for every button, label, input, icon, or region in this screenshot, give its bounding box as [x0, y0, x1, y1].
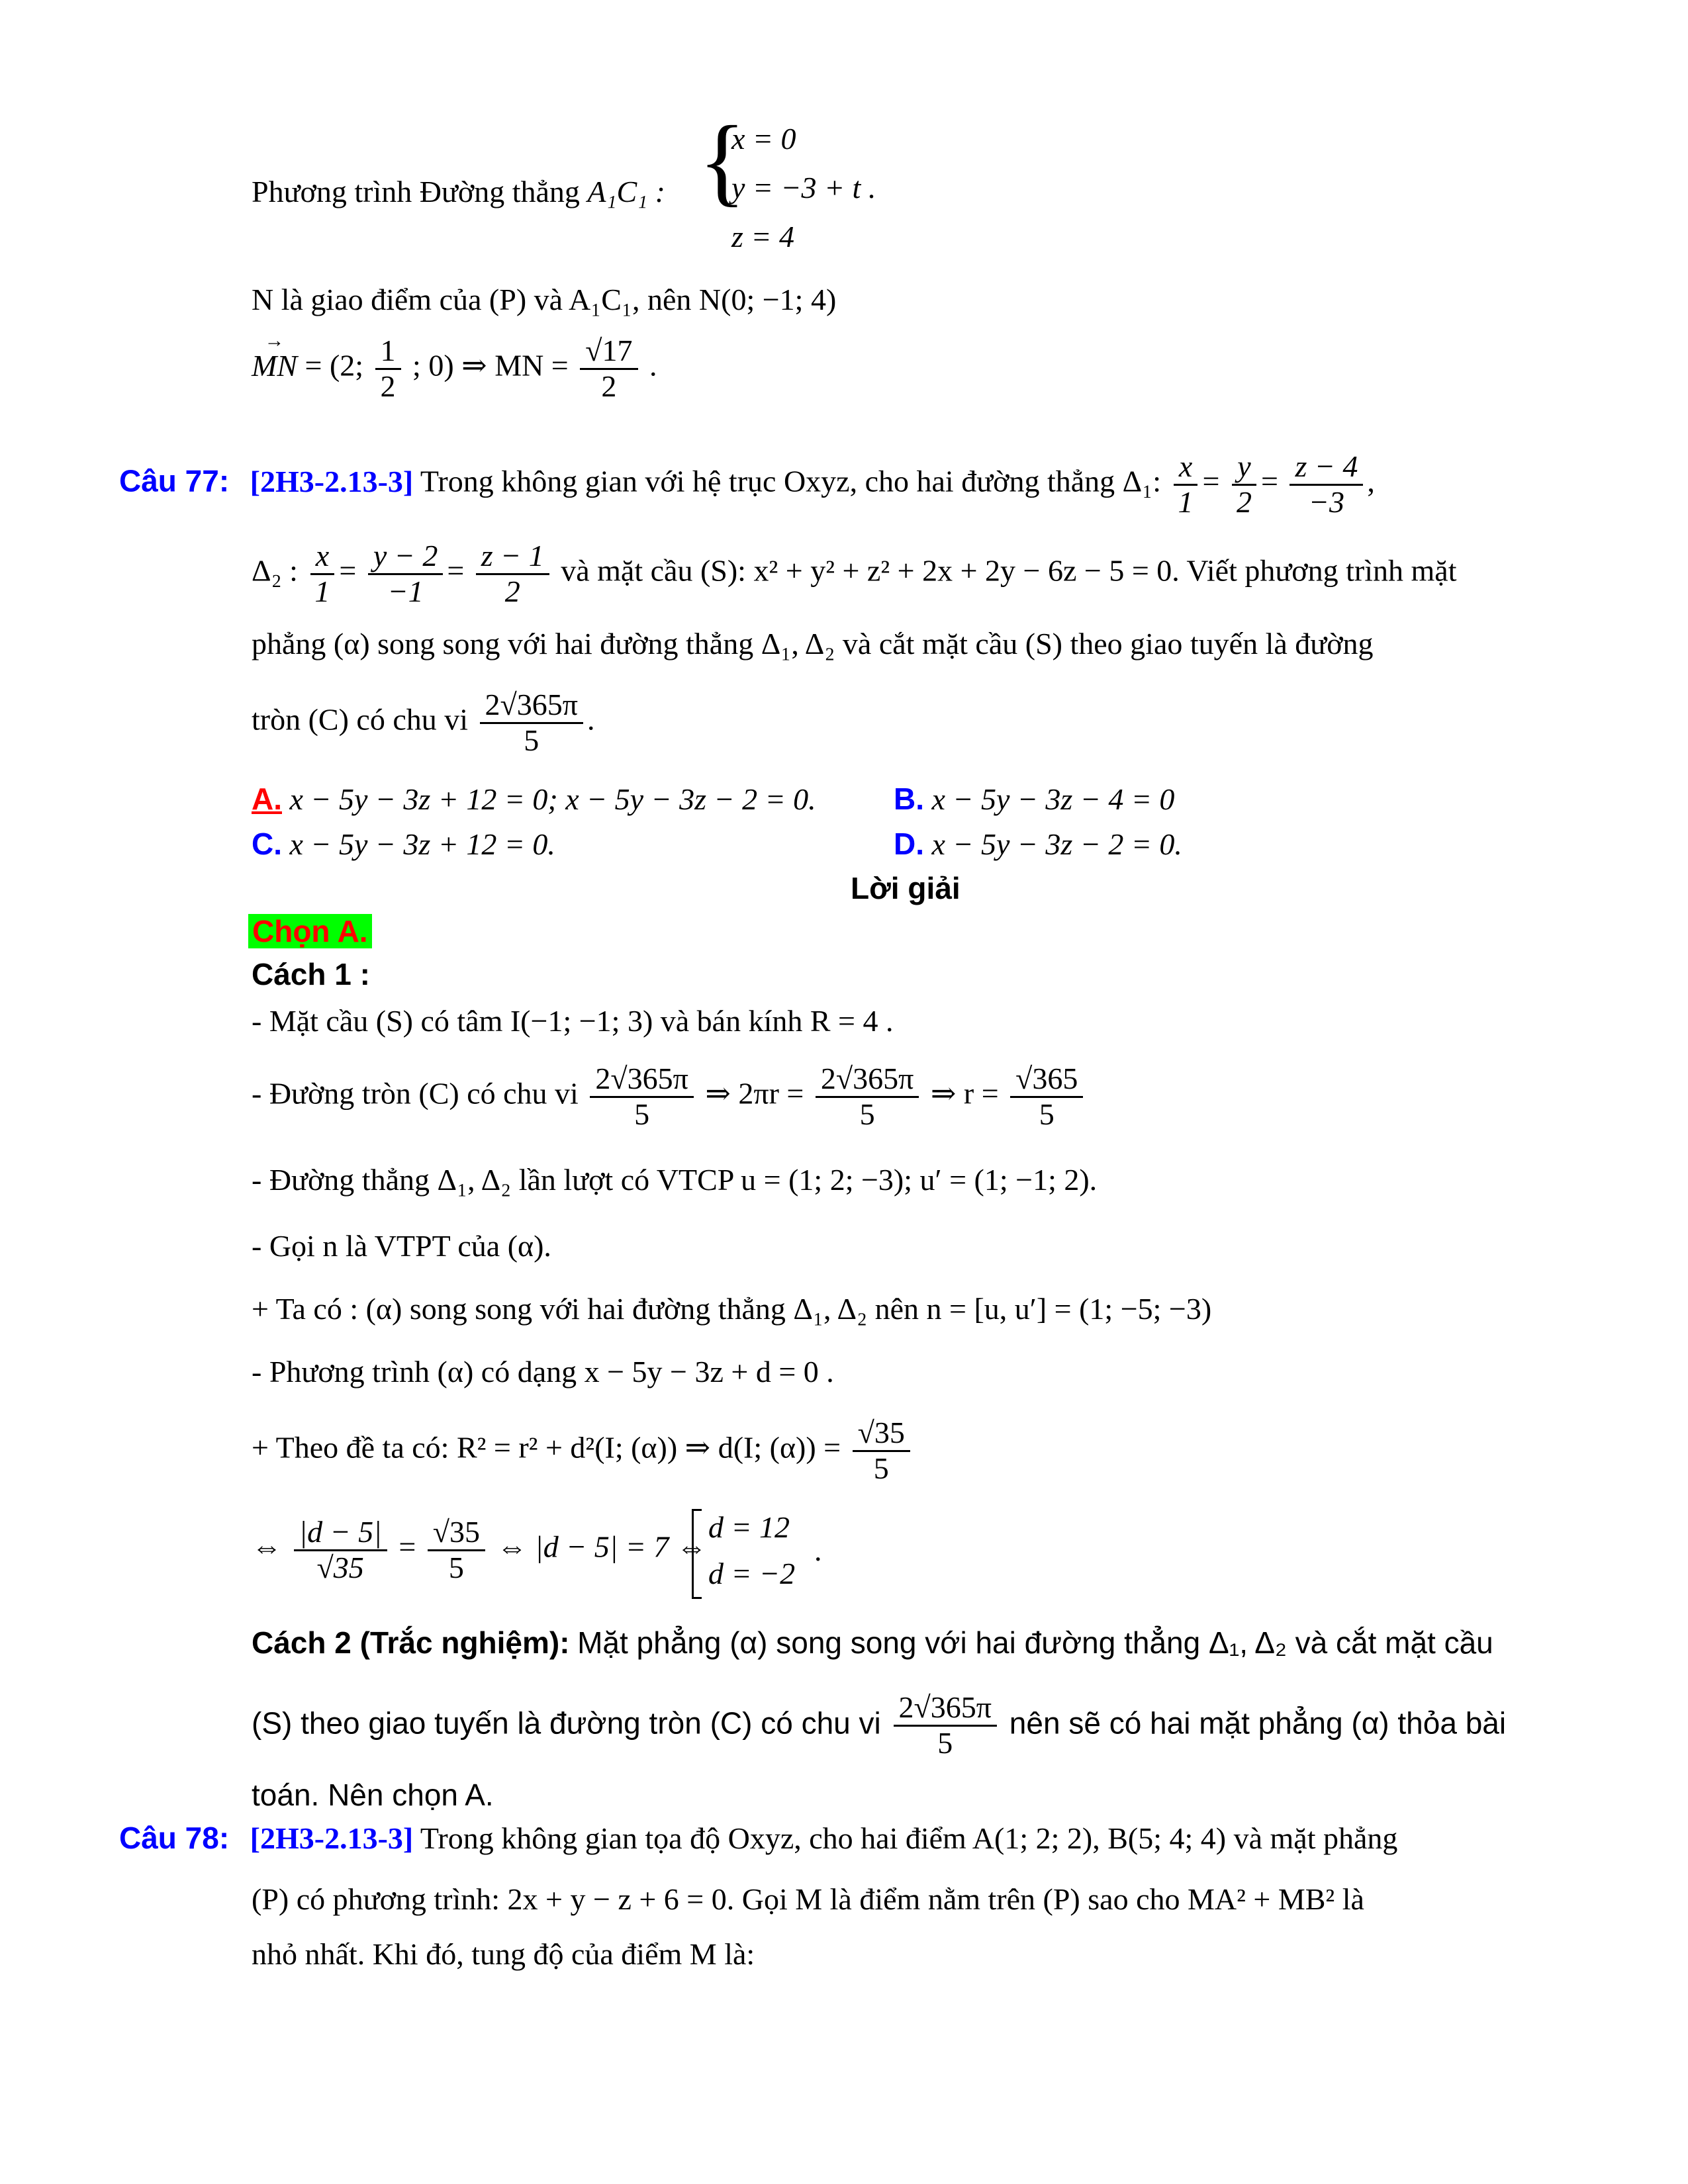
q78-label: Câu 78:	[119, 1821, 230, 1855]
q78-line-2: (P) có phương trình: 2x + y − z + 6 = 0. Gọi M là điểm nằm trên (P) sao cho MA² + MB² là	[252, 1882, 1364, 1916]
q77-tag: [2H3-2.13-3]	[250, 464, 414, 498]
n-intersection-line: N là giao điểm của (P) và A₁C₁, nên N(0; −1; 4)	[252, 283, 837, 316]
cach-2-line-3: toán. Nên chọn A.	[252, 1778, 494, 1812]
option-d[interactable]: D. x − 5y − 3z − 2 = 0.	[894, 827, 1182, 861]
option-a[interactable]: A. x − 5y − 3z + 12 = 0; x − 5y − 3z − 2 = 0.	[252, 782, 816, 816]
mn-fraction-sqrt17: $\frac{√17}{2}$	[580, 334, 637, 403]
system-eq-3: z = 4	[731, 220, 794, 253]
q78-line-1: Câu 78: [2H3-2.13-3] Trong không gian tọa độ Oxyz, cho hai điểm A(1; 2; 2), B(5; 4; 4) và mặt phẳng	[119, 1821, 1398, 1855]
case-bracket	[692, 1509, 702, 1599]
system-brace: {	[698, 106, 746, 216]
step-4: - Gọi n là VTPT của (α).	[252, 1229, 551, 1263]
q77-label: Câu 77:	[119, 463, 230, 498]
system-eq-2: y = −3 + t .	[731, 171, 876, 205]
mn-fraction-half: $\frac{1}{2}$	[375, 334, 401, 403]
mn-vector-line: → MN = (2; $\frac{1}{2}$ ; 0) ⇒ MN = $\frac{√17}{2}$ .	[252, 334, 657, 403]
q78-line-3: nhỏ nhất. Khi đó, tung độ của điểm M là:	[252, 1937, 755, 1971]
step-1: - Mặt cầu (S) có tâm I(−1; −1; 3) và bán kính R = 4 .	[252, 1004, 894, 1038]
q78-tag: [2H3-2.13-3]	[250, 1821, 414, 1855]
line-a1c1-label: Phương trình Đường thẳng A₁C₁ :	[252, 175, 665, 208]
q77-line-1: Câu 77: [2H3-2.13-3] Trong không gian với hệ trục Oxyz, cho hai đường thẳng Δ₁: $\frac{x}{1}$ = $\frac{y}{2}$ = $\frac{z - 4}{-3}$ ,	[119, 449, 1375, 519]
solution-title: Lời giải	[851, 871, 961, 905]
step-2: - Đường tròn (C) có chu vi $\frac{2√365\pi}{5}$ ⇒ 2πr = $\frac{2√365\pi}{5}$ ⇒ r = $\frac{√365}{5}$	[252, 1062, 1087, 1131]
step-7: + Theo đề ta có: R² = r² + d²(I; (α)) ⇒ d(I; (α)) = $\frac{√35}{5}$	[252, 1416, 914, 1485]
q77-line-2: Δ₂ : $\frac{x}{1}$ = $\frac{y - 2}{-1}$ = $\frac{z - 1}{2}$ và mặt cầu (S): x² + y² + z² + 2x + 2y − 6z − 5 = 0. Viết phương trình mặt	[252, 539, 1457, 608]
cach-2-line-1: Cách 2 (Trắc nghiệm): Mặt phẳng (α) song song với hai đường thẳng Δ₁, Δ₂ và cắt mặt cầu	[252, 1625, 1493, 1660]
step-8: ⇔ $\frac{|d - 5|}{√35}$ = $\frac{√35}{5}$ ⇔ |d − 5| = 7 ⇔	[252, 1515, 707, 1584]
system-eq-1: x = 0	[731, 122, 796, 156]
step-6: - Phương trình (α) có dạng x − 5y − 3z + d = 0 .	[252, 1355, 834, 1388]
case-d-minus-2: d = −2	[708, 1557, 796, 1590]
case-d-12: d = 12	[708, 1510, 790, 1544]
choose-answer: Chọn A.	[248, 913, 372, 950]
cach-2-line-2: (S) theo giao tuyến là đường tròn (C) có chu vi $\frac{2√365\pi}{5}$ nên sẽ có hai mặt phẳng (α) thỏa bài	[252, 1690, 1507, 1760]
option-c[interactable]: C. x − 5y − 3z + 12 = 0.	[252, 827, 555, 861]
system-equations	[731, 119, 876, 257]
step-3: - Đường thẳng Δ₁, Δ₂ lần lượt có VTCP u = (1; 2; −3); u′ = (1; −1; 2).	[252, 1163, 1098, 1197]
q77-line-3: phẳng (α) song song với hai đường thẳng Δ₁, Δ₂ và cắt mặt cầu (S) theo giao tuyến là đường	[252, 627, 1374, 660]
q77-line-4: tròn (C) có chu vi $\frac{2√365\pi}{5}$ .	[252, 688, 595, 757]
step-5: + Ta có : (α) song song với hai đường thẳng Δ₁, Δ₂ nên n = [u, u′] = (1; −5; −3)	[252, 1292, 1212, 1326]
case-end: .	[814, 1533, 822, 1567]
cach-1-heading: Cách 1 :	[252, 957, 370, 991]
option-b[interactable]: B. x − 5y − 3z − 4 = 0	[894, 782, 1175, 816]
